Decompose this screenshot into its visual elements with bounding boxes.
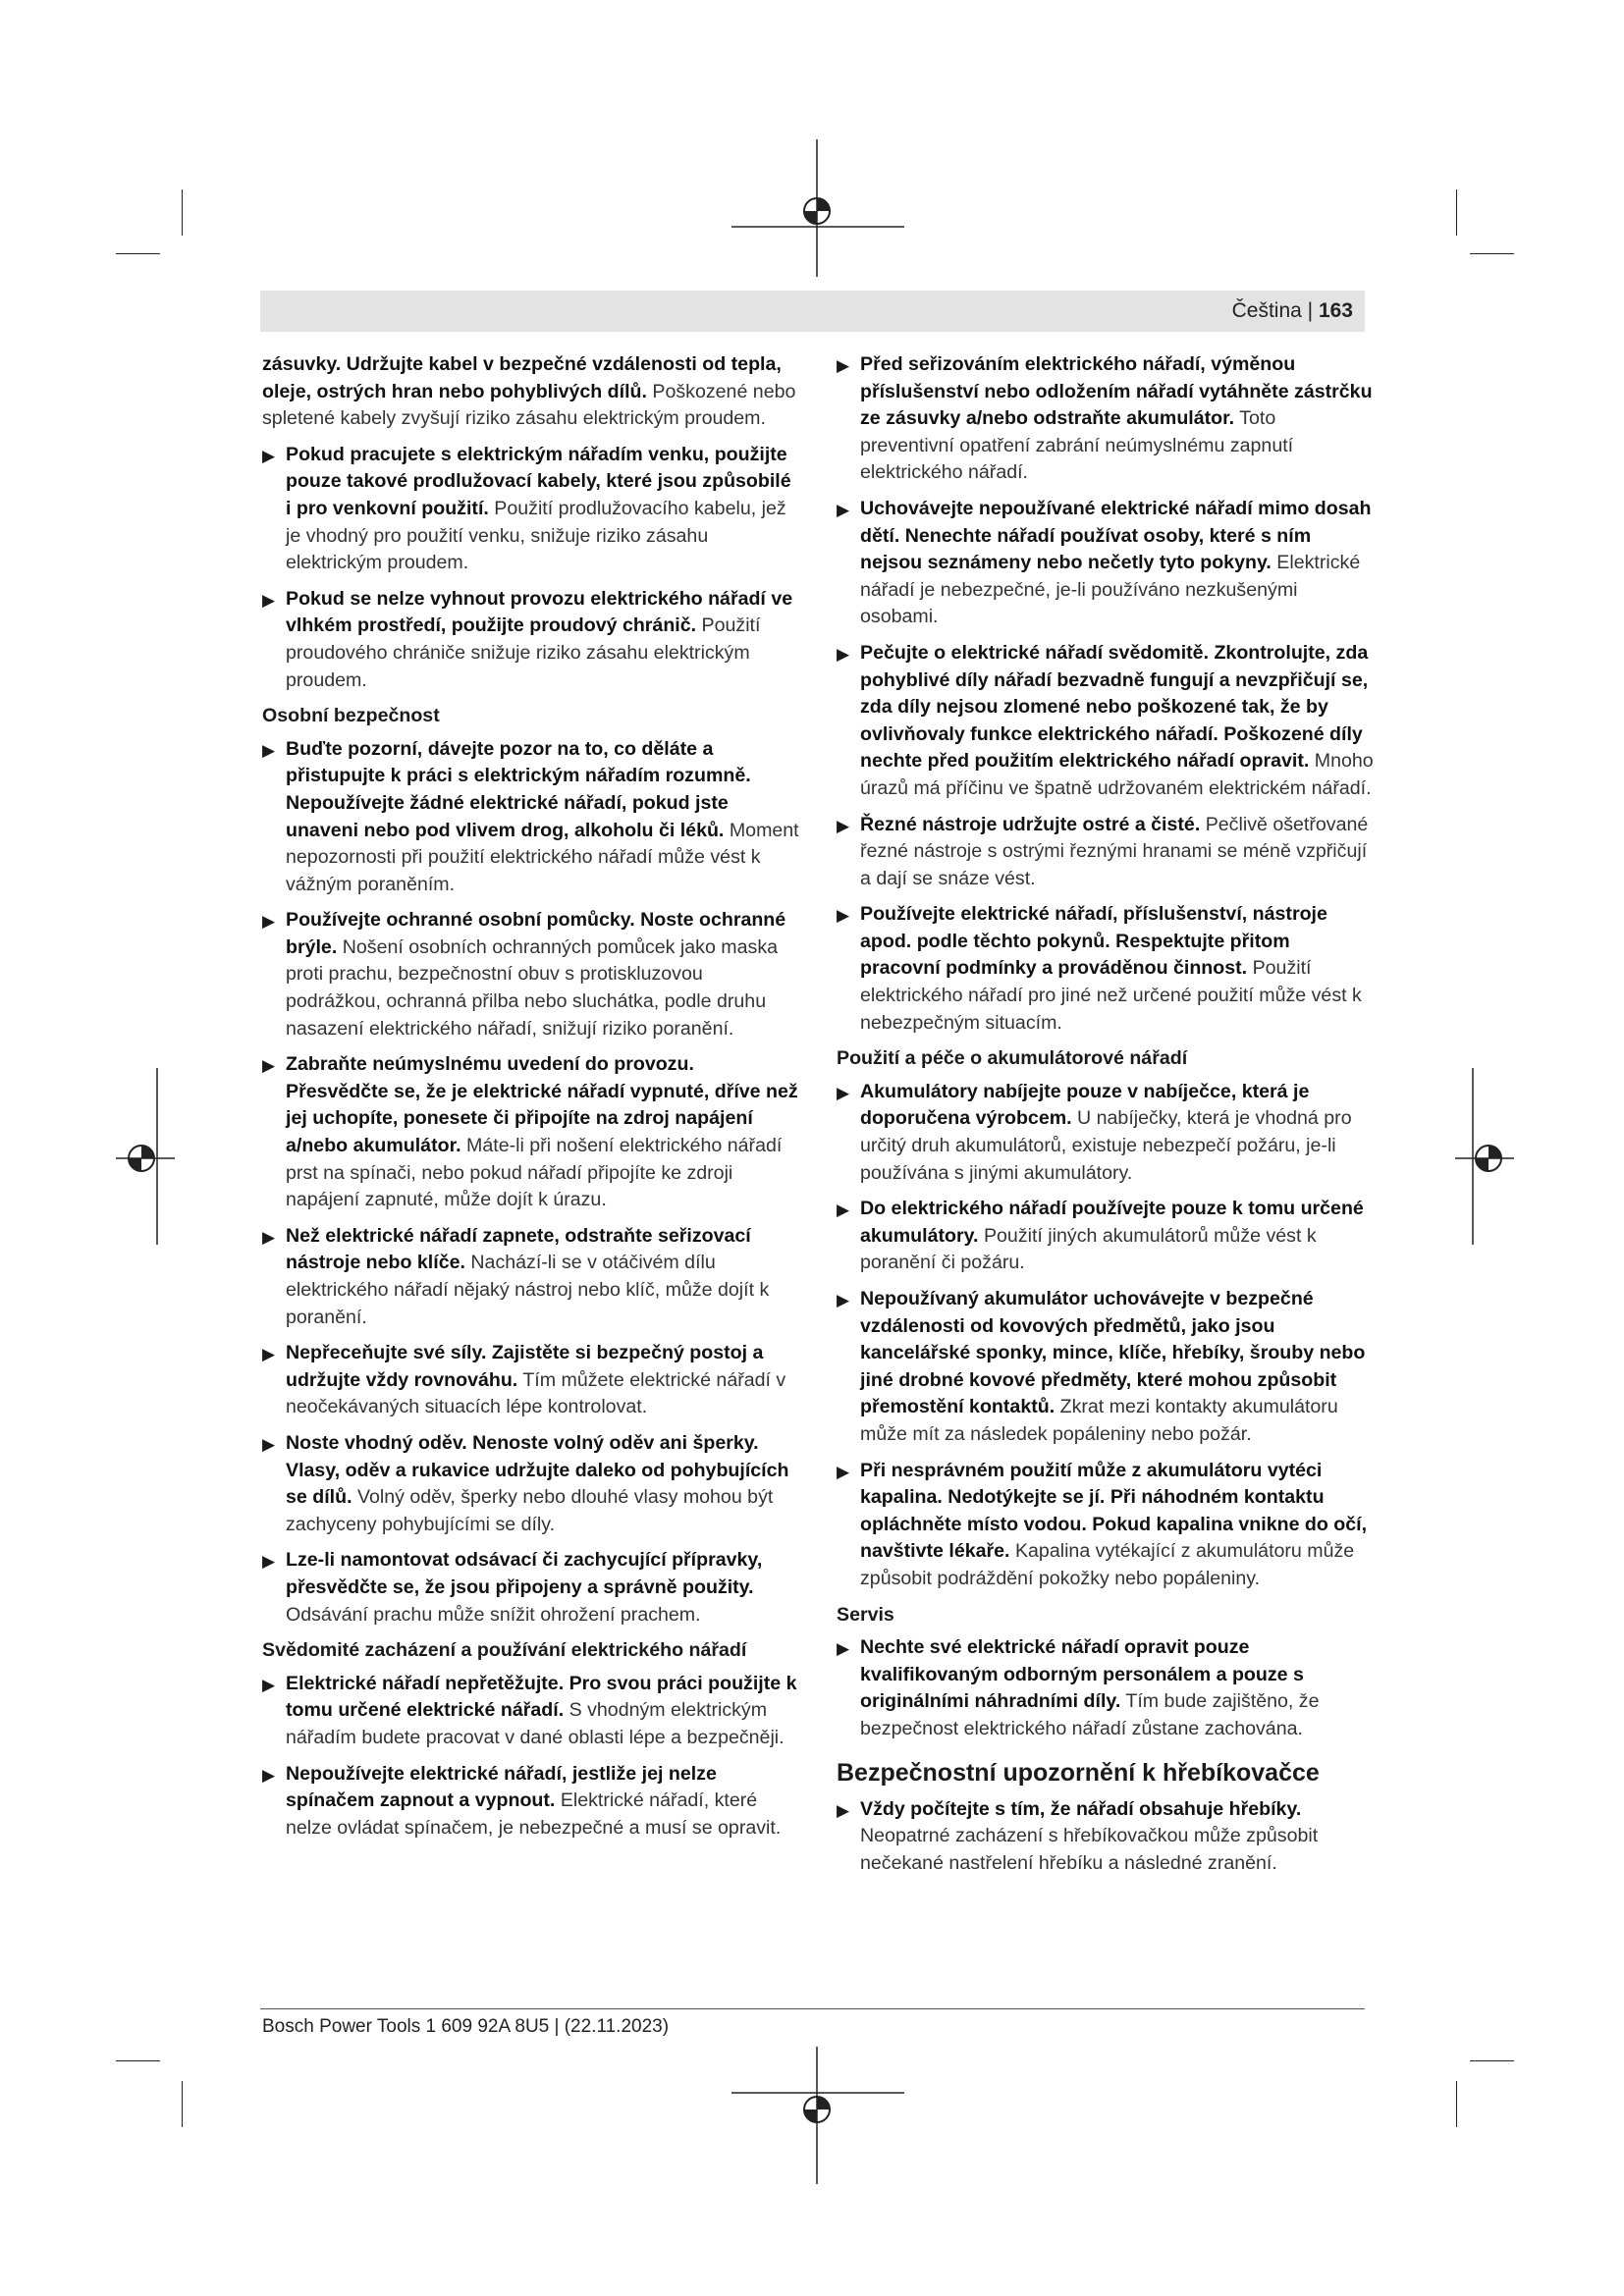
instruction-bold: Akumulátory nabíjejte pouze v nabíječce, která je doporučena výrobcem. bbox=[860, 1080, 1310, 1130]
header-label bbox=[1232, 299, 1353, 323]
explanation-text: Zkrat mezi kontakty akumulátoru může mít za následek popáleniny nebo požár. bbox=[860, 1396, 1338, 1445]
list-item bbox=[837, 496, 1375, 631]
section-title: Bezpečnostní upozornění k hřebíkovačce bbox=[837, 1758, 1320, 1787]
bullet-icon: ▶ bbox=[837, 1083, 850, 1102]
explanation-text: Tím můžete elektrické nářadí v neočekávaných situacích lépe kontrolovat. bbox=[286, 1368, 786, 1418]
explanation-text: Volný oděv, šperky nebo dlouhé vlasy mohou být zachyceny pohybujícími se díly. bbox=[286, 1486, 774, 1535]
explanation-text: Elektrické nářadí, které nelze ovládat spínačem, je nebezpečné a musí se opravit. bbox=[286, 1789, 782, 1839]
list-item bbox=[262, 1671, 800, 1752]
list-item bbox=[837, 1286, 1375, 1449]
instruction-bold: Nechte své elektrické nářadí opravit pouze kvalifikovaným odborným personálem a pouze s originálními náhradními díly. bbox=[860, 1636, 1304, 1713]
explanation-text: Pečlivě ošetřované řezné nástroje s ostrými řeznými hranami se méně vzpřičují a dají se snáze vést. bbox=[860, 813, 1369, 889]
instruction-bold: Pečujte o elektrické nářadí svědomitě. Zkontrolujte, zda pohyblivé díly nářadí bezvadně fungují a nevzpřičují se, zda díly nejsou zlomené nebo poškozené tak, že by ovlivňovaly funkce elektrického nářadí. Poškozené díly nechte před použitím elektrického nářadí opravit. bbox=[860, 641, 1369, 773]
explanation-text: Použití prodlužovacího kabelu, jež je vhodný pro použití venku, snižuje riziko zásahu elektrickým proudem. bbox=[286, 497, 786, 574]
list-item bbox=[262, 1340, 800, 1421]
bullet-icon: ▶ bbox=[262, 912, 276, 932]
bullet-icon: ▶ bbox=[837, 644, 850, 664]
bullet-icon: ▶ bbox=[262, 1675, 276, 1694]
list-item bbox=[262, 1051, 800, 1214]
crop-mark bbox=[182, 189, 183, 236]
explanation-text: S vhodným elektrickým nářadím budete pracovat v dané oblasti lépe a bezpečněji. bbox=[286, 1699, 785, 1748]
explanation-text: Tím bude zajištěno, že bezpečnost elektrického nářadí zůstane zachována. bbox=[860, 1690, 1320, 1739]
list-item bbox=[262, 586, 800, 694]
section-heading: Servis bbox=[837, 1603, 894, 1626]
header-language: Čeština bbox=[1231, 299, 1302, 322]
bullet-icon: ▶ bbox=[262, 1765, 276, 1785]
crop-mark bbox=[1456, 2081, 1457, 2127]
explanation-text: Použití proudového chrániče snižuje riziko zásahu elektrickým proudem. bbox=[286, 614, 761, 691]
bullet-icon: ▶ bbox=[262, 1345, 276, 1364]
explanation-text: Použití jiných akumulátorů může vést k poranění či požáru. bbox=[860, 1224, 1317, 1274]
list-item bbox=[837, 812, 1375, 893]
instruction-bold: Nepřeceňujte své síly. Zajistěte si bezpečný postoj a udržujte vždy rovnováhu. bbox=[286, 1342, 764, 1391]
list-item bbox=[837, 351, 1375, 487]
explanation-text: Moment nepozornosti při použití elektrického nářadí může vést k vážným poraněním. bbox=[286, 819, 799, 895]
crop-mark bbox=[1470, 2060, 1514, 2061]
list-item bbox=[262, 907, 800, 1042]
list-item bbox=[837, 1458, 1375, 1593]
list-item bbox=[262, 1223, 800, 1331]
registration-mark-right-icon bbox=[1455, 1068, 1514, 1245]
instruction-bold: Pokud pracujete s elektrickým nářadím venku, použijte pouze takové prodlužovací kabely, které jsou způsobilé i pro venkovní použití. bbox=[286, 443, 791, 519]
explanation-text: Mnoho úrazů má příčinu ve špatně udržovaném elektrickém nářadí. bbox=[860, 750, 1374, 799]
instruction-bold: Zabraňte neúmyslnému uvedení do provozu. Přesvědčte se, že je elektrické nářadí vypnuté, dříve než jej uchopíte, ponesete či připojíte na zdroj napájení a/nebo akumulátor. bbox=[286, 1053, 798, 1157]
explanation-text: Nošení osobních ochranných pomůcek jako maska proti prachu, bezpečnostní obuv s protiskluzovou podrážkou, ochranná přilba nebo sluchátka, podle druhu nasazení elektrického nářadí, snižují riziko poranění. bbox=[286, 935, 779, 1040]
instruction-bold: Pokud se nelze vyhnout provozu elektrického nářadí ve vlhkém prostředí, použijte proudový chránič. bbox=[286, 587, 793, 637]
instruction-bold: zásuvky. Udržujte kabel v bezpečné vzdálenosti od tepla, oleje, ostrých hran nebo pohyblivých dílů. bbox=[262, 353, 782, 402]
list-item bbox=[262, 736, 800, 899]
instruction-bold: Do elektrického nářadí používejte pouze k tomu určené akumulátory. bbox=[860, 1198, 1364, 1247]
list-item bbox=[837, 901, 1375, 1037]
instruction-bold: Lze-li namontovat odsávací či zachycující přípravky, přesvědčte se, že jsou připojeny a správně použity. bbox=[286, 1549, 763, 1598]
bullet-icon: ▶ bbox=[262, 1434, 276, 1454]
registration-mark-bottom-icon bbox=[731, 2047, 904, 2184]
explanation-text: Elektrické nářadí je nebezpečné, je-li používáno nezkušenými osobami. bbox=[860, 552, 1361, 628]
bullet-icon: ▶ bbox=[837, 816, 850, 835]
explanation-text: Neopatrné zacházení s hřebíkovačkou může způsobit nečekané nastřelení hřebíku a následné zranění. bbox=[860, 1825, 1319, 1874]
explanation-text: U nabíječky, která je vhodná pro určitý druh akumulátorů, existuje nebezpečí požáru, je-li používána s jinými akumulátory. bbox=[860, 1107, 1352, 1184]
section-heading: Použití a péče o akumulátorové nářadí bbox=[837, 1047, 1188, 1070]
instruction-bold: Vždy počítejte s tím, že nářadí obsahuje hřebíky. bbox=[860, 1797, 1302, 1820]
paragraph bbox=[262, 351, 800, 433]
bullet-icon: ▶ bbox=[837, 1201, 850, 1220]
bullet-icon: ▶ bbox=[837, 356, 850, 375]
bullet-icon: ▶ bbox=[837, 500, 850, 519]
explanation-text: Toto preventivní opatření zabrání neúmyslnému zapnutí elektrického nářadí. bbox=[860, 407, 1294, 484]
footer-text: Bosch Power Tools 1 609 92A 8U5 | (22.11.2023) bbox=[262, 2016, 670, 2037]
instruction-bold: Elektrické nářadí nepřetěžujte. Pro svou práci použijte k tomu určené elektrické nářadí. bbox=[286, 1672, 797, 1722]
list-item bbox=[837, 640, 1375, 803]
instruction-bold: Než elektrické nářadí zapnete, odstraňte seřizovací nástroje nebo klíče. bbox=[286, 1224, 751, 1274]
list-item bbox=[262, 1547, 800, 1629]
bullet-icon: ▶ bbox=[837, 1639, 850, 1659]
bullet-icon: ▶ bbox=[262, 446, 276, 465]
crop-mark bbox=[1470, 253, 1514, 254]
list-item bbox=[837, 1634, 1375, 1742]
instruction-bold: Uchovávejte nepoužívané elektrické nářadí mimo dosah dětí. Nenechte nářadí používat osoby, které s ním nejsou seznámeny nebo nečetly tyto pokyny. bbox=[860, 497, 1372, 574]
explanation-text: Nachází-li se v otáčivém dílu elektrického nářadí nějaký nástroj nebo klíč, může dojít k poranění. bbox=[286, 1252, 770, 1328]
instruction-bold: Nepoužívejte elektrické nářadí, jestliže jej nelze spínačem zapnout a vypnout. bbox=[286, 1762, 717, 1812]
left-column bbox=[262, 351, 800, 1850]
bullet-icon: ▶ bbox=[262, 590, 276, 610]
explanation-text: Kapalina vytékající z akumulátoru může způsobit podráždění pokožky nebo popáleniny. bbox=[860, 1540, 1355, 1589]
bullet-icon: ▶ bbox=[262, 1056, 276, 1076]
list-item bbox=[837, 1796, 1375, 1878]
list-item bbox=[837, 1079, 1375, 1187]
instruction-bold: Před seřizováním elektrického nářadí, výměnou příslušenství nebo odložením nářadí vytáhněte zástrčku ze zásuvky a/nebo odstraňte akumulátor. bbox=[860, 353, 1373, 430]
bullet-icon: ▶ bbox=[262, 740, 276, 760]
list-item bbox=[262, 1761, 800, 1842]
page-header bbox=[260, 291, 1365, 332]
bullet-icon: ▶ bbox=[837, 906, 850, 926]
crop-mark bbox=[1456, 189, 1457, 236]
explanation-text: Použití elektrického nářadí pro jiné než určené použití může vést k nebezpečným situacím. bbox=[860, 957, 1362, 1034]
registration-mark-top-icon bbox=[731, 139, 904, 277]
instruction-bold: Používejte ochranné osobní pomůcky. Noste ochranné brýle. bbox=[286, 909, 786, 958]
instruction-bold: Buďte pozorní, dávejte pozor na to, co děláte a přistupujte k práci s elektrickým nářadím rozumně. Nepoužívejte žádné elektrické nářadí, pokud jste unaveni nebo pod vlivem drog, alkoholu či léků. bbox=[286, 737, 751, 841]
footer-rule bbox=[260, 2008, 1365, 2009]
right-column bbox=[837, 351, 1375, 1886]
explanation-text: Odsávání prachu může snížit ohrožení prachem. bbox=[286, 1603, 701, 1626]
list-item bbox=[262, 1430, 800, 1538]
bullet-icon: ▶ bbox=[262, 1552, 276, 1572]
instruction-bold: Nepoužívaný akumulátor uchovávejte v bezpečné vzdálenosti od kovových předmětů, jako jsou kancelářské sponky, mince, klíče, hřebíky, šrouby nebo jiné drobné kovové předměty, které mohou způsobit přemostění kontaktů. bbox=[860, 1288, 1366, 1418]
page-number: 163 bbox=[1318, 299, 1353, 322]
list-item bbox=[262, 442, 800, 577]
bullet-icon: ▶ bbox=[837, 1291, 850, 1309]
instruction-bold: Používejte elektrické nářadí, příslušenství, nástroje apod. podle těchto pokynů. Respektujte přitom pracovní podmínky a prováděnou činnost. bbox=[860, 903, 1327, 980]
section-heading: Osobní bezpečnost bbox=[262, 705, 440, 727]
crop-mark bbox=[116, 253, 160, 254]
instruction-bold: Řezné nástroje udržujte ostré a čisté. bbox=[860, 813, 1201, 835]
list-item bbox=[837, 1196, 1375, 1277]
crop-mark bbox=[116, 2060, 160, 2061]
instruction-bold: Při nesprávném použití může z akumulátoru vytéci kapalina. Nedotýkejte se jí. Při náhodném kontaktu opláchněte místo vodou. Pokud kapalina vnikne do očí, navštivte lékaře. bbox=[860, 1459, 1368, 1563]
instruction-bold: Noste vhodný oděv. Nenoste volný oděv ani šperky. Vlasy, oděv a rukavice udržujte daleko od pohybujících se dílů. bbox=[286, 1431, 789, 1509]
header-separator: | bbox=[1307, 299, 1314, 322]
registration-mark-left-icon bbox=[116, 1068, 175, 1245]
explanation-text: Poškozené nebo spletené kabely zvyšují riziko zásahu elektrickým proudem. bbox=[262, 380, 796, 430]
bullet-icon: ▶ bbox=[837, 1462, 850, 1481]
section-heading: Svědomité zacházení a používání elektrického nářadí bbox=[262, 1639, 747, 1662]
explanation-text: Máte-li při nošení elektrického nářadí prst na spínači, nebo pokud nářadí připojíte ke zdroji napájení zapnuté, může dojít k úrazu. bbox=[286, 1135, 783, 1211]
bullet-icon: ▶ bbox=[262, 1227, 276, 1247]
crop-mark bbox=[182, 2081, 183, 2127]
bullet-icon: ▶ bbox=[837, 1800, 850, 1820]
